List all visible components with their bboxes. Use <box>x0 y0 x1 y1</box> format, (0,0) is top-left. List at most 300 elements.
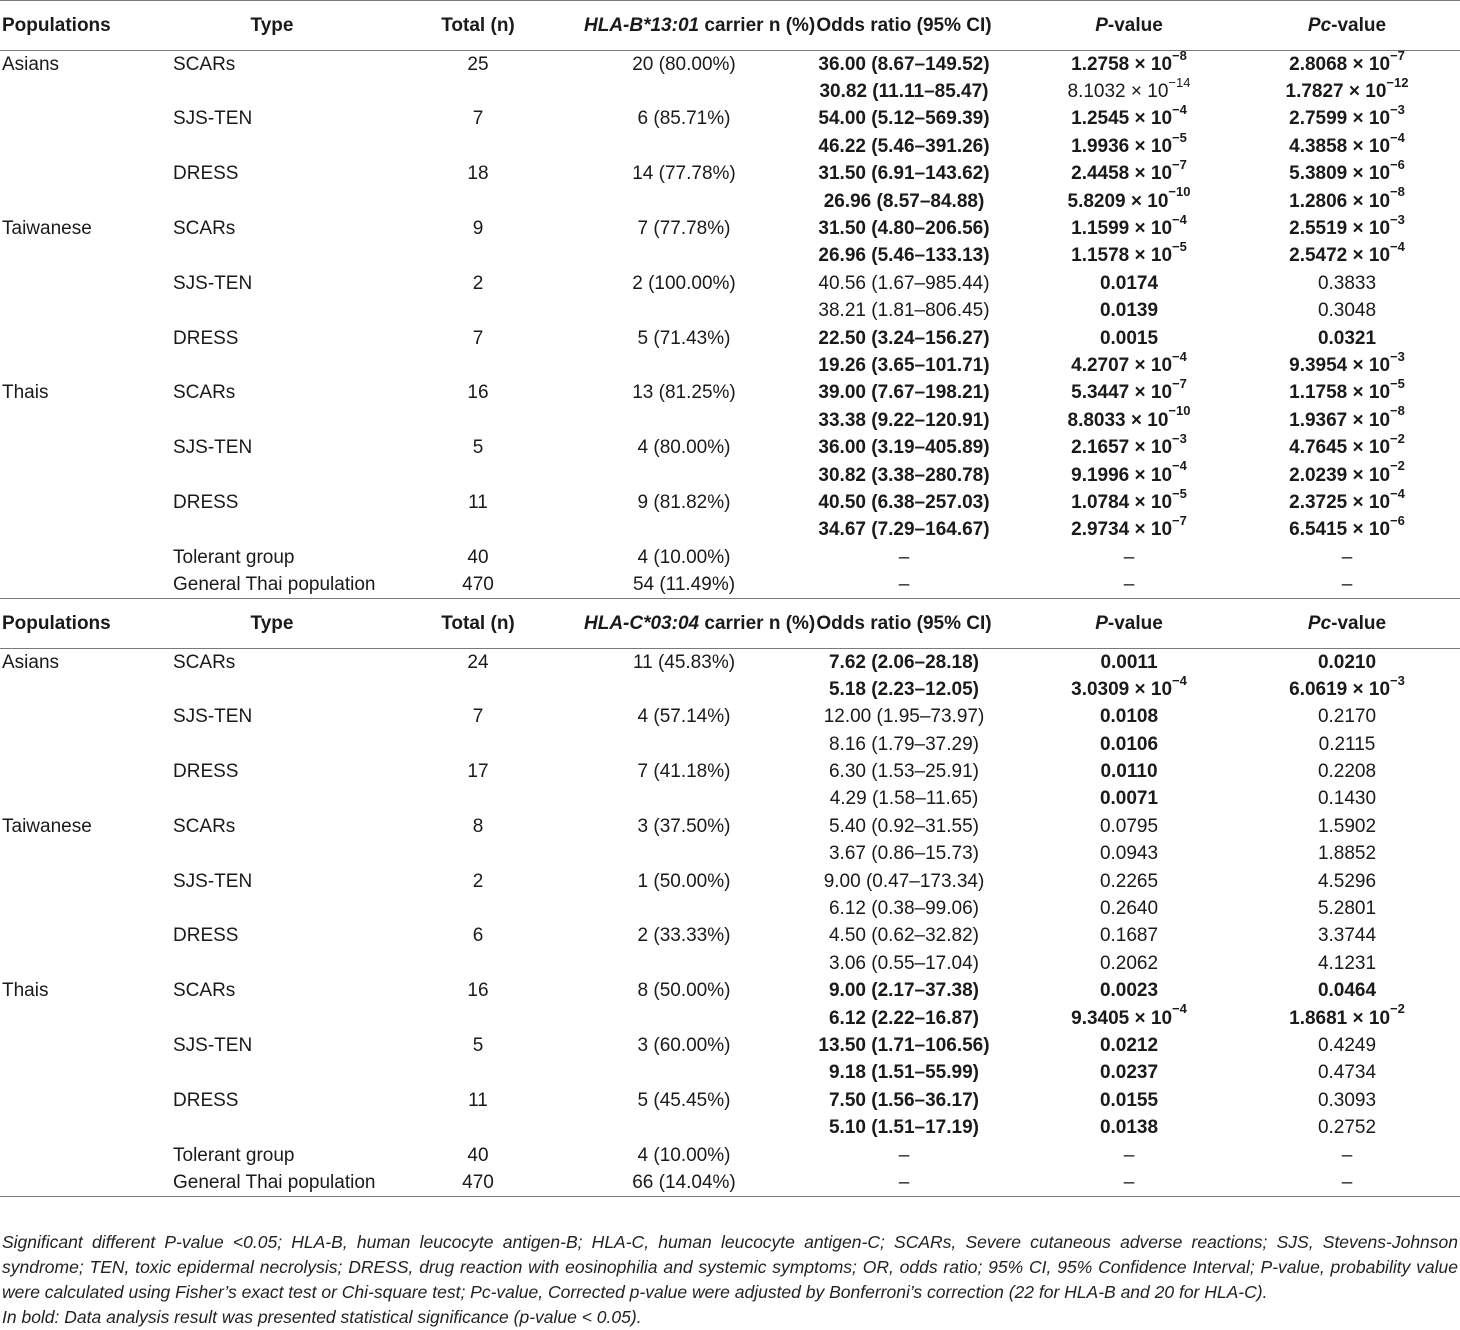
pc-value-cell <box>1234 211 1460 242</box>
cell-text: Taiwanese <box>2 218 92 240</box>
p-value-cell <box>1024 156 1234 187</box>
cell-text: 5.3809 × 10 <box>1289 163 1391 185</box>
table-row <box>0 324 1460 351</box>
exponent: −7 <box>1172 156 1187 172</box>
cell-text: 0.0795 <box>1099 815 1159 837</box>
cell-text: 0.0015 <box>1099 327 1159 349</box>
cell-text: 9 (81.82%) <box>637 491 731 513</box>
cell-text: 7.50 (1.56–36.17) <box>828 1089 979 1111</box>
population-cell <box>0 571 172 598</box>
population-cell <box>0 703 172 730</box>
odds-ratio-cell <box>784 730 1024 757</box>
odds-ratio-cell <box>784 703 1024 730</box>
table-row <box>0 516 1460 543</box>
header-type: Type <box>172 598 372 648</box>
table-row <box>0 270 1460 297</box>
carrier-cell <box>584 758 784 785</box>
table-row <box>0 1032 1460 1059</box>
exponent: −4 <box>1172 348 1187 364</box>
cell-text: 9.18 (1.51–55.99) <box>828 1062 979 1084</box>
pc-value-cell <box>1234 1032 1460 1059</box>
cell-text: 5 (45.45%) <box>637 1089 731 1111</box>
population-cell <box>0 840 172 867</box>
cell-text: 0.0108 <box>1099 706 1159 728</box>
cell-text: 9.1996 × 10 <box>1071 464 1173 486</box>
p-value-cell <box>1024 47 1234 78</box>
cell-text: 3.06 (0.55–17.04) <box>828 952 979 974</box>
cell-text: 40 <box>467 1144 489 1166</box>
type-cell <box>172 51 372 78</box>
type-cell <box>172 160 372 187</box>
type-cell <box>172 950 372 977</box>
cell-text: 4 (10.00%) <box>637 1144 731 1166</box>
cell-text: – <box>1341 573 1353 595</box>
odds-ratio-cell <box>784 215 1024 242</box>
pc-value-cell <box>1234 270 1460 297</box>
cell-text: 470 <box>462 1171 494 1193</box>
cell-text: 11 (45.83%) <box>632 651 736 673</box>
total-cell <box>372 867 584 894</box>
type-cell <box>172 730 372 757</box>
table-row <box>0 297 1460 324</box>
odds-ratio-cell <box>784 78 1024 105</box>
cell-text: 4.50 (0.62–32.82) <box>828 925 979 947</box>
cell-text: 0.2640 <box>1099 898 1159 920</box>
exponent: −4 <box>1172 102 1187 118</box>
total-cell <box>372 895 584 922</box>
cell-text: 4.29 (1.58–11.65) <box>829 788 979 810</box>
cell-text: 5.3447 × 10 <box>1071 382 1173 404</box>
odds-ratio-cell <box>784 895 1024 922</box>
cell-text: 0.0139 <box>1099 300 1159 322</box>
cell-text: 3.3744 <box>1317 925 1377 947</box>
cell-text: 5.8209 × 10 <box>1067 190 1169 212</box>
p-value-cell <box>1024 922 1234 949</box>
cell-text: 8.1032 × 10 <box>1067 81 1169 103</box>
carrier-cell <box>584 703 784 730</box>
cell-text: Taiwanese <box>2 815 92 837</box>
cell-text: – <box>1341 1144 1353 1166</box>
cell-text: 31.50 (6.91–143.62) <box>818 163 990 185</box>
type-cell <box>172 133 372 160</box>
cell-text: 1.2545 × 10 <box>1071 108 1173 130</box>
odds-ratio-cell <box>784 516 1024 543</box>
table-row <box>0 977 1460 1004</box>
odds-ratio-cell <box>784 160 1024 187</box>
population-cell <box>0 215 172 242</box>
type-cell <box>172 1114 372 1141</box>
cell-text: Tolerant group <box>173 1144 295 1166</box>
odds-ratio-cell <box>784 51 1024 78</box>
cell-text: 2.5472 × 10 <box>1289 245 1391 267</box>
odds-ratio-cell <box>784 676 1024 703</box>
total-cell <box>372 489 584 516</box>
exponent: −5 <box>1172 485 1187 501</box>
cell-text: DRESS <box>173 1089 239 1111</box>
cell-text: 4.3858 × 10 <box>1289 135 1391 157</box>
carrier-cell <box>584 215 784 242</box>
population-cell <box>0 950 172 977</box>
total-cell <box>372 324 584 351</box>
cell-text: 46.22 (5.46–391.26) <box>818 135 990 157</box>
pc-value-cell <box>1234 672 1460 703</box>
table-row <box>0 1114 1460 1141</box>
pc-value-cell <box>1234 1114 1460 1141</box>
p-value-cell <box>1024 297 1234 324</box>
cell-text: 2.1657 × 10 <box>1071 437 1173 459</box>
odds-ratio-cell <box>784 977 1024 1004</box>
table-row <box>0 379 1460 406</box>
pc-value-cell <box>1234 703 1460 730</box>
cell-text: 2.7599 × 10 <box>1289 108 1391 130</box>
p-value-cell <box>1024 129 1234 160</box>
population-cell <box>0 758 172 785</box>
table-row <box>0 133 1460 160</box>
carrier-cell <box>584 78 784 105</box>
total-cell <box>372 78 584 105</box>
p-value-cell <box>1024 239 1234 269</box>
cell-text: 8 (50.00%) <box>637 980 731 1002</box>
cell-text: SCARs <box>173 382 236 404</box>
header-odds-ratio: Odds ratio (95% CI) <box>784 598 1024 648</box>
type-cell <box>172 1004 372 1031</box>
header-carrier: HLA-B*13:01 carrier n (%) <box>584 1 784 51</box>
p-value-cell <box>1024 895 1234 922</box>
type-cell <box>172 187 372 214</box>
exponent: −4 <box>1172 211 1187 227</box>
cell-text: 7 (77.78%) <box>637 218 731 240</box>
cell-text: DRESS <box>173 327 239 349</box>
odds-ratio-cell <box>784 571 1024 598</box>
cell-text: – <box>898 1171 910 1193</box>
table-row <box>0 895 1460 922</box>
odds-ratio-cell <box>784 407 1024 434</box>
cell-text: General Thai population <box>173 1171 376 1193</box>
total-cell <box>372 105 584 132</box>
type-cell <box>172 379 372 406</box>
pc-value-cell <box>1234 376 1460 406</box>
pc-value-cell <box>1234 297 1460 324</box>
carrier-cell <box>584 352 784 379</box>
pc-value-cell <box>1234 513 1460 543</box>
odds-ratio-cell <box>784 813 1024 840</box>
table-row <box>0 461 1460 488</box>
p-value-cell <box>1024 1169 1234 1196</box>
table-row <box>0 51 1460 78</box>
type-cell <box>172 242 372 269</box>
cell-text: 0.0464 <box>1317 980 1377 1002</box>
odds-ratio-cell <box>784 758 1024 785</box>
cell-text: – <box>1341 1171 1353 1193</box>
total-cell <box>372 1087 584 1114</box>
footnote-bold-note: In bold: Data analysis result was presented statistical significance (p-value < 0.05). <box>2 1307 642 1327</box>
cell-text: SJS-TEN <box>173 108 253 130</box>
table-row <box>0 648 1460 675</box>
type-cell <box>172 1169 376 1196</box>
cell-text: 26.96 (8.57–84.88) <box>823 190 985 212</box>
pc-value-cell <box>1234 74 1460 105</box>
cell-text: 40 <box>467 546 489 568</box>
type-cell <box>172 840 372 867</box>
cell-text: 31.50 (4.80–206.56) <box>818 218 990 240</box>
cell-text: 0.3093 <box>1317 1089 1377 1111</box>
header-p-value: P-value <box>1024 1 1234 51</box>
total-cell <box>372 1004 584 1031</box>
cell-text: 20 (80.00%) <box>632 53 736 75</box>
cell-text: 1.5902 <box>1317 815 1377 837</box>
cell-text: 4.1231 <box>1317 952 1377 974</box>
carrier-cell <box>584 785 784 812</box>
cell-text: 22.50 (3.24–156.27) <box>818 327 990 349</box>
p-value-cell <box>1024 348 1234 379</box>
cell-text: 0.0174 <box>1099 272 1159 294</box>
exponent: −3 <box>1172 430 1187 446</box>
carrier-cell <box>584 1087 784 1114</box>
total-cell <box>372 703 584 730</box>
cell-text: 2.3725 × 10 <box>1289 491 1391 513</box>
cell-text: 2 <box>472 272 484 294</box>
odds-ratio-cell <box>784 242 1024 269</box>
table-row <box>0 544 1460 571</box>
population-cell <box>0 160 172 187</box>
odds-ratio-cell <box>784 785 1024 812</box>
p-value-cell <box>1024 840 1234 867</box>
cell-text: – <box>1123 546 1135 568</box>
cell-text: – <box>898 1144 910 1166</box>
type-cell <box>172 434 372 461</box>
cell-text: 7 (41.18%) <box>637 761 731 783</box>
p-value-cell <box>1024 74 1234 105</box>
p-value-cell <box>1024 1032 1234 1059</box>
carrier-cell <box>584 867 784 894</box>
carrier-cell <box>584 379 784 406</box>
cell-text: 5 <box>472 1034 484 1056</box>
cell-text: 0.3048 <box>1317 300 1377 322</box>
population-cell <box>0 516 172 543</box>
type-cell <box>172 676 372 703</box>
carrier-cell <box>584 461 784 488</box>
odds-ratio-cell <box>784 1059 1024 1086</box>
total-cell <box>372 1169 584 1196</box>
p-value-cell <box>1024 977 1234 1004</box>
total-cell <box>372 676 584 703</box>
cell-text: 16 <box>467 980 489 1002</box>
cell-text: SJS-TEN <box>173 870 253 892</box>
cell-text: 1.7827 × 10 <box>1285 81 1387 103</box>
p-value-cell <box>1024 403 1234 434</box>
cell-text: 0.2062 <box>1099 952 1159 974</box>
cell-text: 3.0309 × 10 <box>1071 678 1173 700</box>
type-cell <box>172 977 372 1004</box>
exponent: −5 <box>1172 239 1187 255</box>
cell-text: 0.2115 <box>1318 733 1376 755</box>
total-cell <box>372 352 584 379</box>
cell-text: 0.0138 <box>1099 1117 1159 1139</box>
p-value-cell <box>1024 184 1234 214</box>
carrier-cell <box>584 105 784 132</box>
pc-value-cell <box>1234 1059 1460 1086</box>
table-row <box>0 785 1460 812</box>
type-cell <box>172 324 372 351</box>
exponent: −7 <box>1172 376 1187 392</box>
odds-ratio-cell <box>784 297 1024 324</box>
population-cell <box>0 407 172 434</box>
population-cell <box>0 813 172 840</box>
cell-text: SJS-TEN <box>173 437 253 459</box>
carrier-cell <box>584 324 784 351</box>
cell-text: 40.50 (6.38–257.03) <box>818 491 990 513</box>
cell-text: 3.67 (0.86–15.73) <box>828 843 979 865</box>
header-p-value: P-value <box>1024 598 1234 648</box>
carrier-cell <box>584 950 784 977</box>
cell-text: 2.0239 × 10 <box>1289 464 1391 486</box>
population-cell <box>0 544 172 571</box>
cell-text: 14 (77.78%) <box>632 163 736 185</box>
total-cell <box>372 297 584 324</box>
cell-text: 6 <box>472 925 484 947</box>
population-cell <box>0 187 172 214</box>
population-cell <box>0 1059 172 1086</box>
total-cell <box>372 813 584 840</box>
exponent: −10 <box>1168 184 1191 200</box>
total-cell <box>372 461 584 488</box>
pc-value-cell <box>1234 922 1460 949</box>
pc-value-cell <box>1234 102 1460 132</box>
pc-value-cell <box>1234 184 1460 214</box>
cell-text: 0.3833 <box>1317 272 1377 294</box>
cell-text: 5.2801 <box>1317 898 1377 920</box>
population-cell <box>0 730 172 757</box>
pc-value-cell <box>1234 324 1460 351</box>
cell-text: 8.8033 × 10 <box>1067 409 1169 431</box>
exponent: −6 <box>1390 156 1405 172</box>
cell-text: 2.4458 × 10 <box>1071 163 1173 185</box>
cell-text: 2.8068 × 10 <box>1289 53 1391 75</box>
carrier-cell <box>584 1114 784 1141</box>
pc-value-cell <box>1234 977 1460 1004</box>
type-cell <box>172 1059 372 1086</box>
cell-text: 0.0023 <box>1099 980 1159 1002</box>
cell-text: 17 <box>467 761 489 783</box>
table-row <box>0 730 1460 757</box>
cell-text: SCARs <box>173 53 236 75</box>
cell-text: 36.00 (8.67–149.52) <box>818 53 990 75</box>
cell-text: SCARs <box>173 218 236 240</box>
type-cell <box>172 215 372 242</box>
p-value-cell <box>1024 1059 1234 1086</box>
p-value-cell <box>1024 648 1234 675</box>
total-cell <box>372 544 584 571</box>
type-cell <box>172 270 372 297</box>
p-value-cell <box>1024 1141 1234 1168</box>
p-value-cell <box>1024 672 1234 703</box>
cell-text: 0.0321 <box>1317 327 1377 349</box>
type-cell <box>172 461 372 488</box>
cell-text: 6.12 (2.22–16.87) <box>828 1007 979 1029</box>
header-populations: Populations <box>0 1 172 51</box>
cell-text: 1.0784 × 10 <box>1071 491 1173 513</box>
exponent: −7 <box>1172 513 1187 528</box>
total-cell <box>372 1032 584 1059</box>
cell-text: 1.8852 <box>1317 843 1377 865</box>
table-row <box>0 1004 1460 1031</box>
cell-text: Asians <box>2 651 60 673</box>
header-pc-value: Pc-value <box>1234 1 1460 51</box>
table-row <box>0 1169 1460 1196</box>
cell-text: 2.5519 × 10 <box>1289 218 1391 240</box>
cell-text: 54 (11.49%) <box>632 573 736 595</box>
cell-text: DRESS <box>173 925 239 947</box>
pc-value-cell <box>1234 730 1460 757</box>
carrier-cell <box>584 516 784 543</box>
table-row <box>0 703 1460 730</box>
table-row <box>0 1059 1460 1086</box>
cell-text: General Thai population <box>173 573 376 595</box>
cell-text: 0.0237 <box>1099 1062 1159 1084</box>
cell-text: 30.82 (11.11–85.47) <box>819 81 989 103</box>
cell-text: SCARs <box>173 815 236 837</box>
pc-value-cell <box>1234 485 1460 516</box>
carrier-cell <box>584 840 784 867</box>
cell-text: 8.16 (1.79–37.29) <box>828 733 979 755</box>
table-row <box>0 187 1460 214</box>
population-cell <box>0 105 172 132</box>
carrier-cell <box>584 297 784 324</box>
population-cell <box>0 242 172 269</box>
header-carrier: HLA-C*03:04 carrier n (%) <box>584 598 784 648</box>
carrier-cell <box>584 160 784 187</box>
total-cell <box>372 160 584 187</box>
exponent: −10 <box>1168 403 1191 419</box>
population-cell <box>0 1141 172 1168</box>
odds-ratio-cell <box>784 270 1024 297</box>
odds-ratio-cell <box>784 648 1024 675</box>
total-cell <box>372 270 584 297</box>
cell-text: 38.21 (1.81–806.45) <box>818 300 990 322</box>
cell-text: 2 (33.33%) <box>637 925 731 947</box>
exponent: −12 <box>1386 74 1409 90</box>
carrier-cell <box>584 676 784 703</box>
cell-text: 3 (60.00%) <box>637 1034 731 1056</box>
p-value-cell <box>1024 513 1234 543</box>
table-row <box>0 352 1460 379</box>
pc-value-cell <box>1234 758 1460 785</box>
exponent: −3 <box>1390 211 1405 227</box>
cell-text: 0.2170 <box>1317 706 1377 728</box>
cell-text: 0.4734 <box>1317 1062 1377 1084</box>
cell-text: 6.5415 × 10 <box>1289 519 1391 541</box>
cell-text: 4.2707 × 10 <box>1071 354 1173 376</box>
population-cell <box>0 297 172 324</box>
cell-text: DRESS <box>173 163 239 185</box>
exponent: −4 <box>1172 1001 1187 1017</box>
cell-text: 0.2265 <box>1099 870 1159 892</box>
p-value-cell <box>1024 571 1234 598</box>
cell-text: SJS-TEN <box>173 706 253 728</box>
table-row <box>0 105 1460 132</box>
exponent: −2 <box>1390 458 1405 474</box>
cell-text: 33.38 (9.22–120.91) <box>818 409 990 431</box>
carrier-cell <box>584 1141 784 1168</box>
p-value-cell <box>1024 211 1234 242</box>
cell-text: 6.12 (0.38–99.06) <box>828 898 979 920</box>
total-cell <box>372 1141 584 1168</box>
cell-text: 0.0943 <box>1099 843 1159 865</box>
population-cell <box>0 51 172 78</box>
population-cell <box>0 1004 172 1031</box>
type-cell <box>172 867 372 894</box>
table-row <box>0 758 1460 785</box>
